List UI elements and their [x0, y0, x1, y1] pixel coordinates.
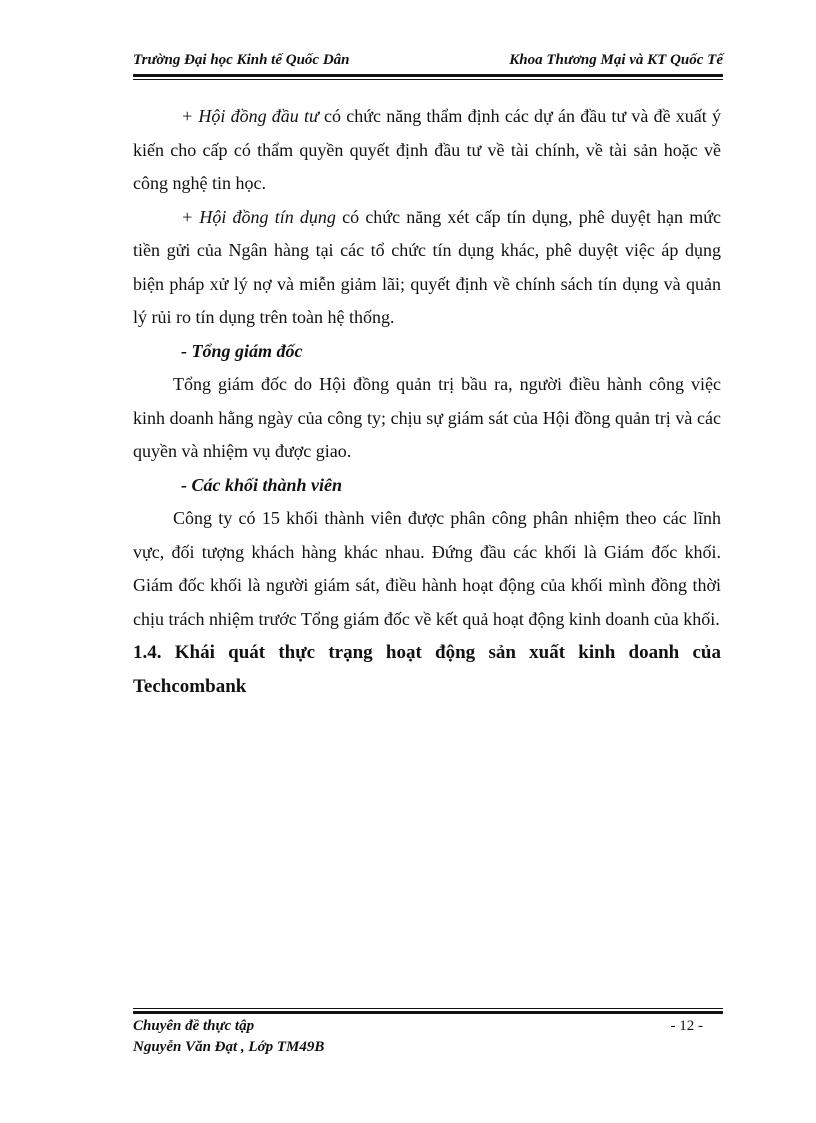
- footer-rule-thin: [133, 1008, 723, 1009]
- page-number: - 12 -: [670, 1018, 703, 1034]
- header-university: Trường Đại học Kinh tế Quốc Dân: [133, 52, 350, 68]
- paragraph-text: có chức năng thẩm định các dự án đầu tư và đề xuất ý kiến cho cấp có thẩm quyền quyết định đầu tư về tài chính, về tài sản hoặc về công nghệ tin học.: [133, 106, 722, 193]
- page-body: [133, 100, 721, 703]
- page-footer: [133, 1016, 723, 1058]
- header-rule-thin: [133, 79, 723, 80]
- term-credit-council: + Hội đồng tín dụng: [181, 206, 336, 227]
- footer-rule: [133, 1011, 723, 1014]
- section-heading-line2: Techcombank: [133, 675, 247, 697]
- paragraph-member-divisions: Công ty có 15 khối thành viên được phân công phân nhiệm theo các lĩnh vực, đối tượng khách hàng khác nhau. Đứng đầu các khối là Giám đốc khối. Giám đốc khối là người giám sát, điều hành hoạt động của khối mình đồng thời chịu trách nhiệm trước Tổng giám đốc về kết quả hoạt động kinh doanh của khối.: [133, 508, 721, 629]
- page-header: [133, 52, 723, 74]
- section-heading: [133, 636, 721, 703]
- footer-report-type: Chuyên đề thực tập: [133, 1018, 255, 1034]
- footer-author: Nguyễn Văn Đạt , Lớp TM49B: [133, 1039, 325, 1055]
- header-rule: [133, 74, 723, 77]
- header-faculty: Khoa Thương Mại và KT Quốc Tế: [509, 52, 723, 68]
- paragraph-text: có chức năng xét cấp tín dụng, phê duyệt hạn mức tiền gửi của Ngân hàng tại các tổ chức tín dụng khác, phê duyệt việc áp dụng biện pháp xử lý nợ và miễn giảm lãi; quyết định về chính sách tín dụng và quản lý rủi ro tín dụng trên toàn hệ thống.: [133, 206, 721, 327]
- paragraph-general-director: Tổng giám đốc do Hội đồng quản trị bầu ra, người điều hành công việc kinh doanh hằng ngày của công ty; chịu sự giám sát của Hội đồng quản trị và các quyền và nhiệm vụ được giao.: [133, 374, 721, 461]
- paragraph-investment-council: [133, 100, 721, 201]
- term-investment-council: + Hội đồng đầu tư: [181, 106, 319, 126]
- section-heading-line1: 1.4. Khái quát thực trạng hoạt động sản xuất kinh doanh của: [133, 642, 721, 663]
- subheading-member-divisions: - Các khối thành viên: [181, 474, 343, 495]
- subheading-general-director: - Tổng giám đốc: [181, 340, 303, 361]
- paragraph-credit-council: [133, 201, 721, 335]
